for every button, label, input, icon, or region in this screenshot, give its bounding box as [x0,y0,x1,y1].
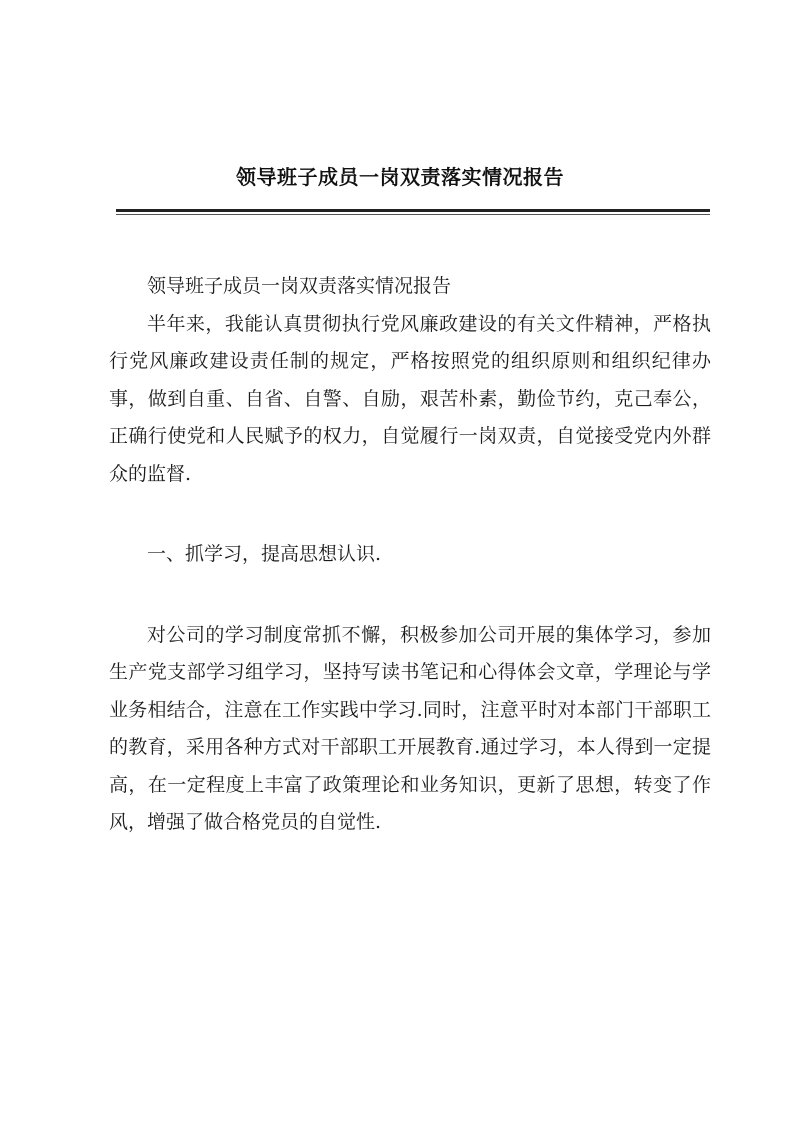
body-subtitle: 领导班子成员一岗双责落实情况报告 [147,275,452,297]
title-divider [116,209,710,212]
document-body [109,268,711,842]
document-title: 领导班子成员一岗双责落实情况报告 [236,165,564,189]
intro-paragraph: 半年来，我能认真贯彻执行党风廉政建设的有关文件精神，严格执行党风廉政建设责任制的规定，严格按照党的组织原则和组织纪律办事，做到自重、自省、自警、自励，艰苦朴素，勤俭节约，克己奉公，正确行使党和人民赋予的权力，自觉履行一岗双责，自觉接受党内外群众的监督. [109,312,711,485]
section-heading: 一、抓学习，提高思想认识. [147,543,382,565]
paragraph-spacer [109,493,711,536]
paragraph-spacer [109,574,711,617]
title-divider-thin [116,214,710,215]
section-paragraph: 对公司的学习制度常抓不懈，积极参加公司开展的集体学习，参加生产党支部学习组学习，坚持写读书笔记和心得体会文章，学理论与学业务相结合，注意在工作实践中学习.同时，注意平时对本部门干部职工的教育，采用各种方式对干部职工开展教育.通过学习，本人得到一定提高，在一定程度上丰富了政策理论和业务知识，更新了思想，转变了作风，增强了做合格党员的自觉性. [109,623,711,833]
